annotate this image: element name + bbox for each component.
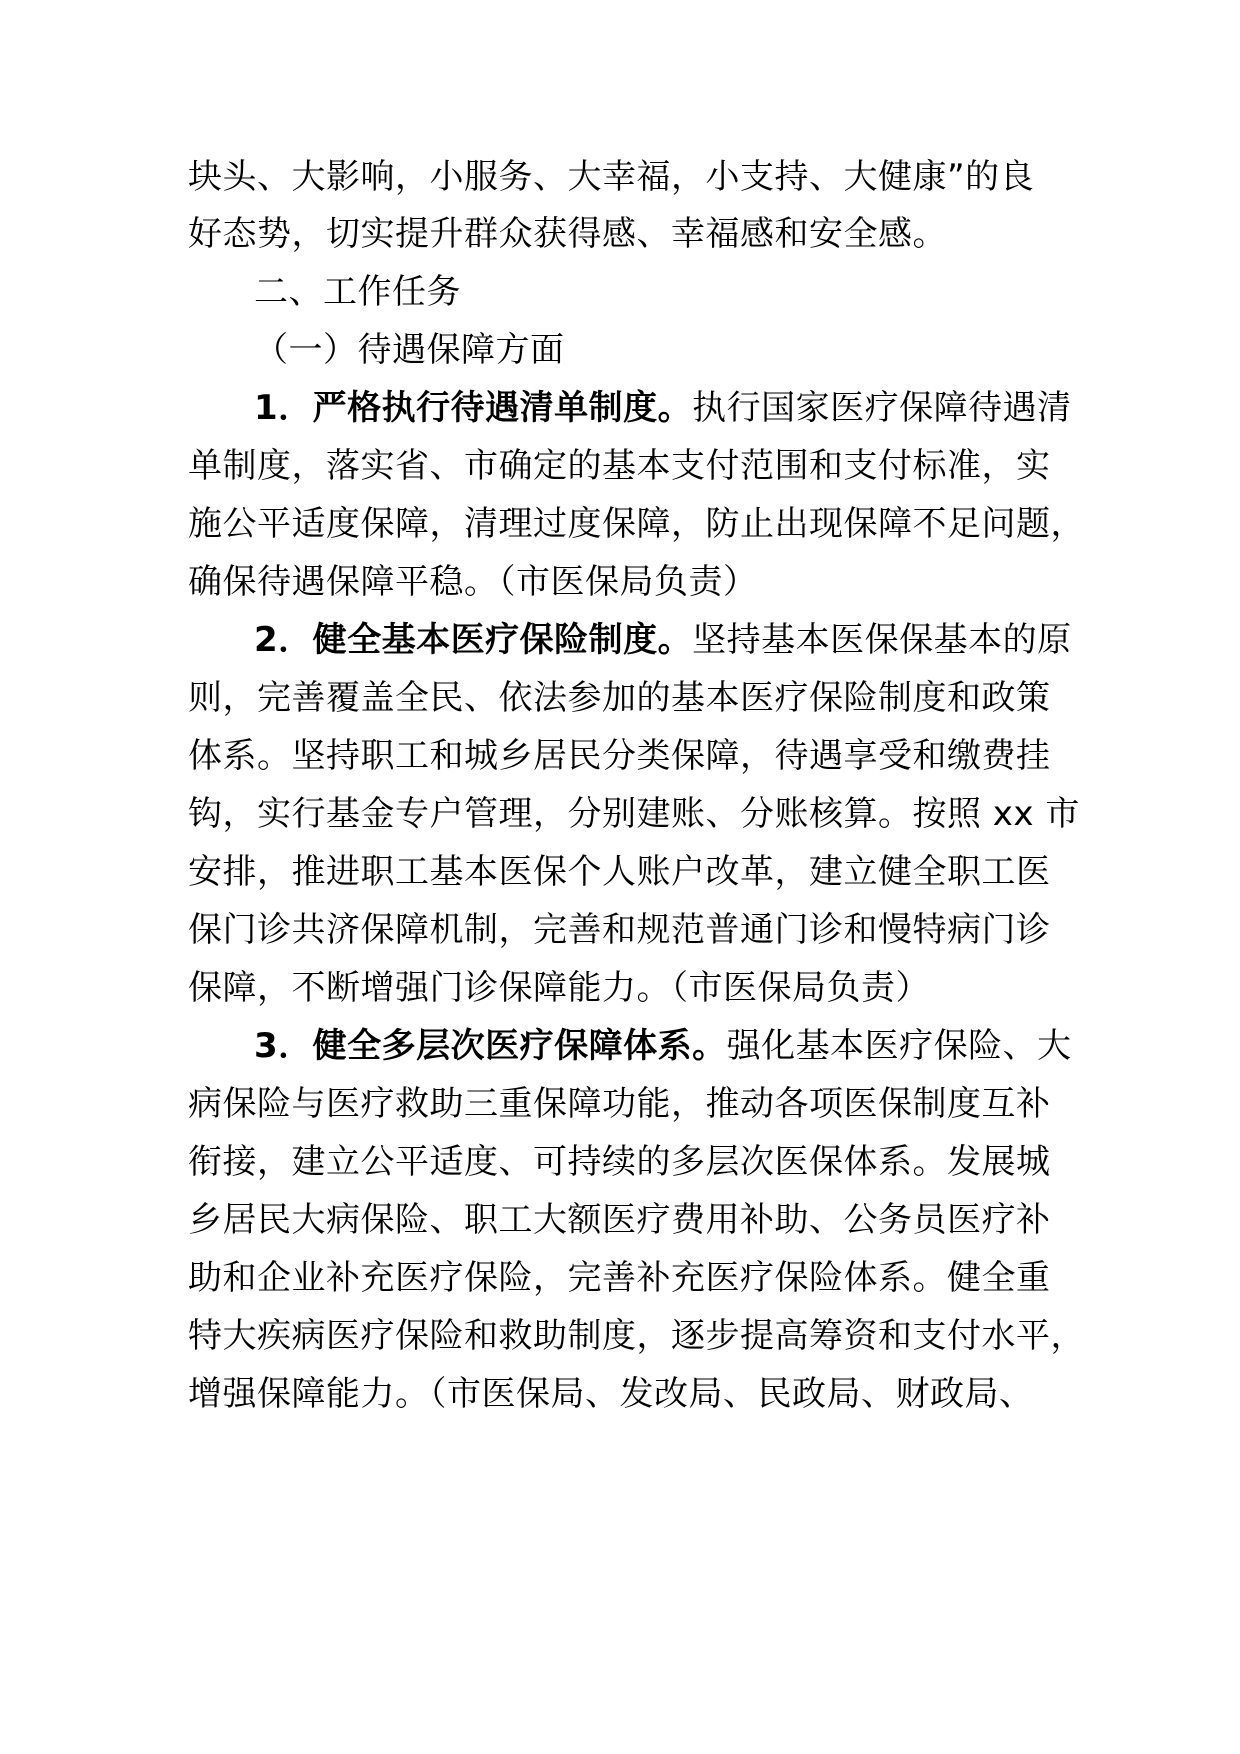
- item3-line-5: 助和企业补充医疗保险，完善补充医疗保险体系。健全重: [188, 1258, 1051, 1298]
- item1-first-line: [254, 386, 1072, 430]
- item2-line-7: 保障，不断增强门诊保障能力。（市医保局负责）: [188, 968, 930, 1008]
- item2-line-3: 体系。坚持职工和城乡居民分类保障，待遇享受和缴费挂: [188, 736, 1051, 776]
- item3-line-7: 增强保障能力。（市医保局、发改局、民政局、财政局、: [188, 1374, 1034, 1414]
- item1-title: 1．严格执行待遇清单制度。: [254, 388, 693, 428]
- item3-line-2: 病保险与医疗救助三重保障功能，推动各项医保制度互补: [188, 1084, 1051, 1124]
- item3-line-3: 衔接，建立公平适度、可持续的多层次医保体系。发展城: [188, 1142, 1051, 1182]
- item1-line-3: 施公平适度保障，清理过度保障，防止出现保障不足问题，: [188, 504, 1085, 544]
- section-heading: 二、工作任务: [254, 272, 461, 312]
- intro-line-2: 好态势，切实提升群众获得感、幸福感和安全感。: [188, 214, 947, 254]
- item2-line-2: 则，完善覆盖全民、依法参加的基本医疗保险制度和政策: [188, 678, 1051, 718]
- item3-title: 3．健全多层次医疗保障体系。: [254, 1026, 727, 1066]
- item2-first-line: [254, 618, 1072, 662]
- item2-first-line-text: 坚持基本医保保基本的原: [692, 620, 1072, 660]
- item1-line-4: 确保待遇保障平稳。（市医保局负责）: [188, 562, 758, 602]
- item3-first-line-text: 强化基本医疗保险、大: [726, 1026, 1072, 1066]
- item2-line-5: 安排，推进职工基本医保个人账户改革，建立健全职工医: [188, 852, 1051, 892]
- item3-line-6: 特大疾病医疗保险和救助制度，逐步提高筹资和支付水平，: [188, 1316, 1085, 1356]
- item2-line-6: 保门诊共济保障机制，完善和规范普通门诊和慢特病门诊: [188, 910, 1051, 950]
- item3-line-4: 乡居民大病保险、职工大额医疗费用补助、公务员医疗补: [188, 1200, 1051, 1240]
- intro-line-1: 块头、大影响，小服务、大幸福，小支持、大健康”的良: [188, 157, 1035, 197]
- item2-line-4: 钩，实行基金专户管理，分别建账、分账核算。按照 xx 市: [188, 794, 1080, 834]
- subsection-heading: （一）待遇保障方面: [254, 330, 565, 370]
- item2-title: 2．健全基本医疗保险制度。: [254, 620, 693, 660]
- item1-line-2: 单制度，落实省、市确定的基本支付范围和支付标准，实: [188, 446, 1051, 486]
- item1-first-line-text: 执行国家医疗保障待遇清: [692, 388, 1072, 428]
- item3-first-line: [254, 1024, 1072, 1068]
